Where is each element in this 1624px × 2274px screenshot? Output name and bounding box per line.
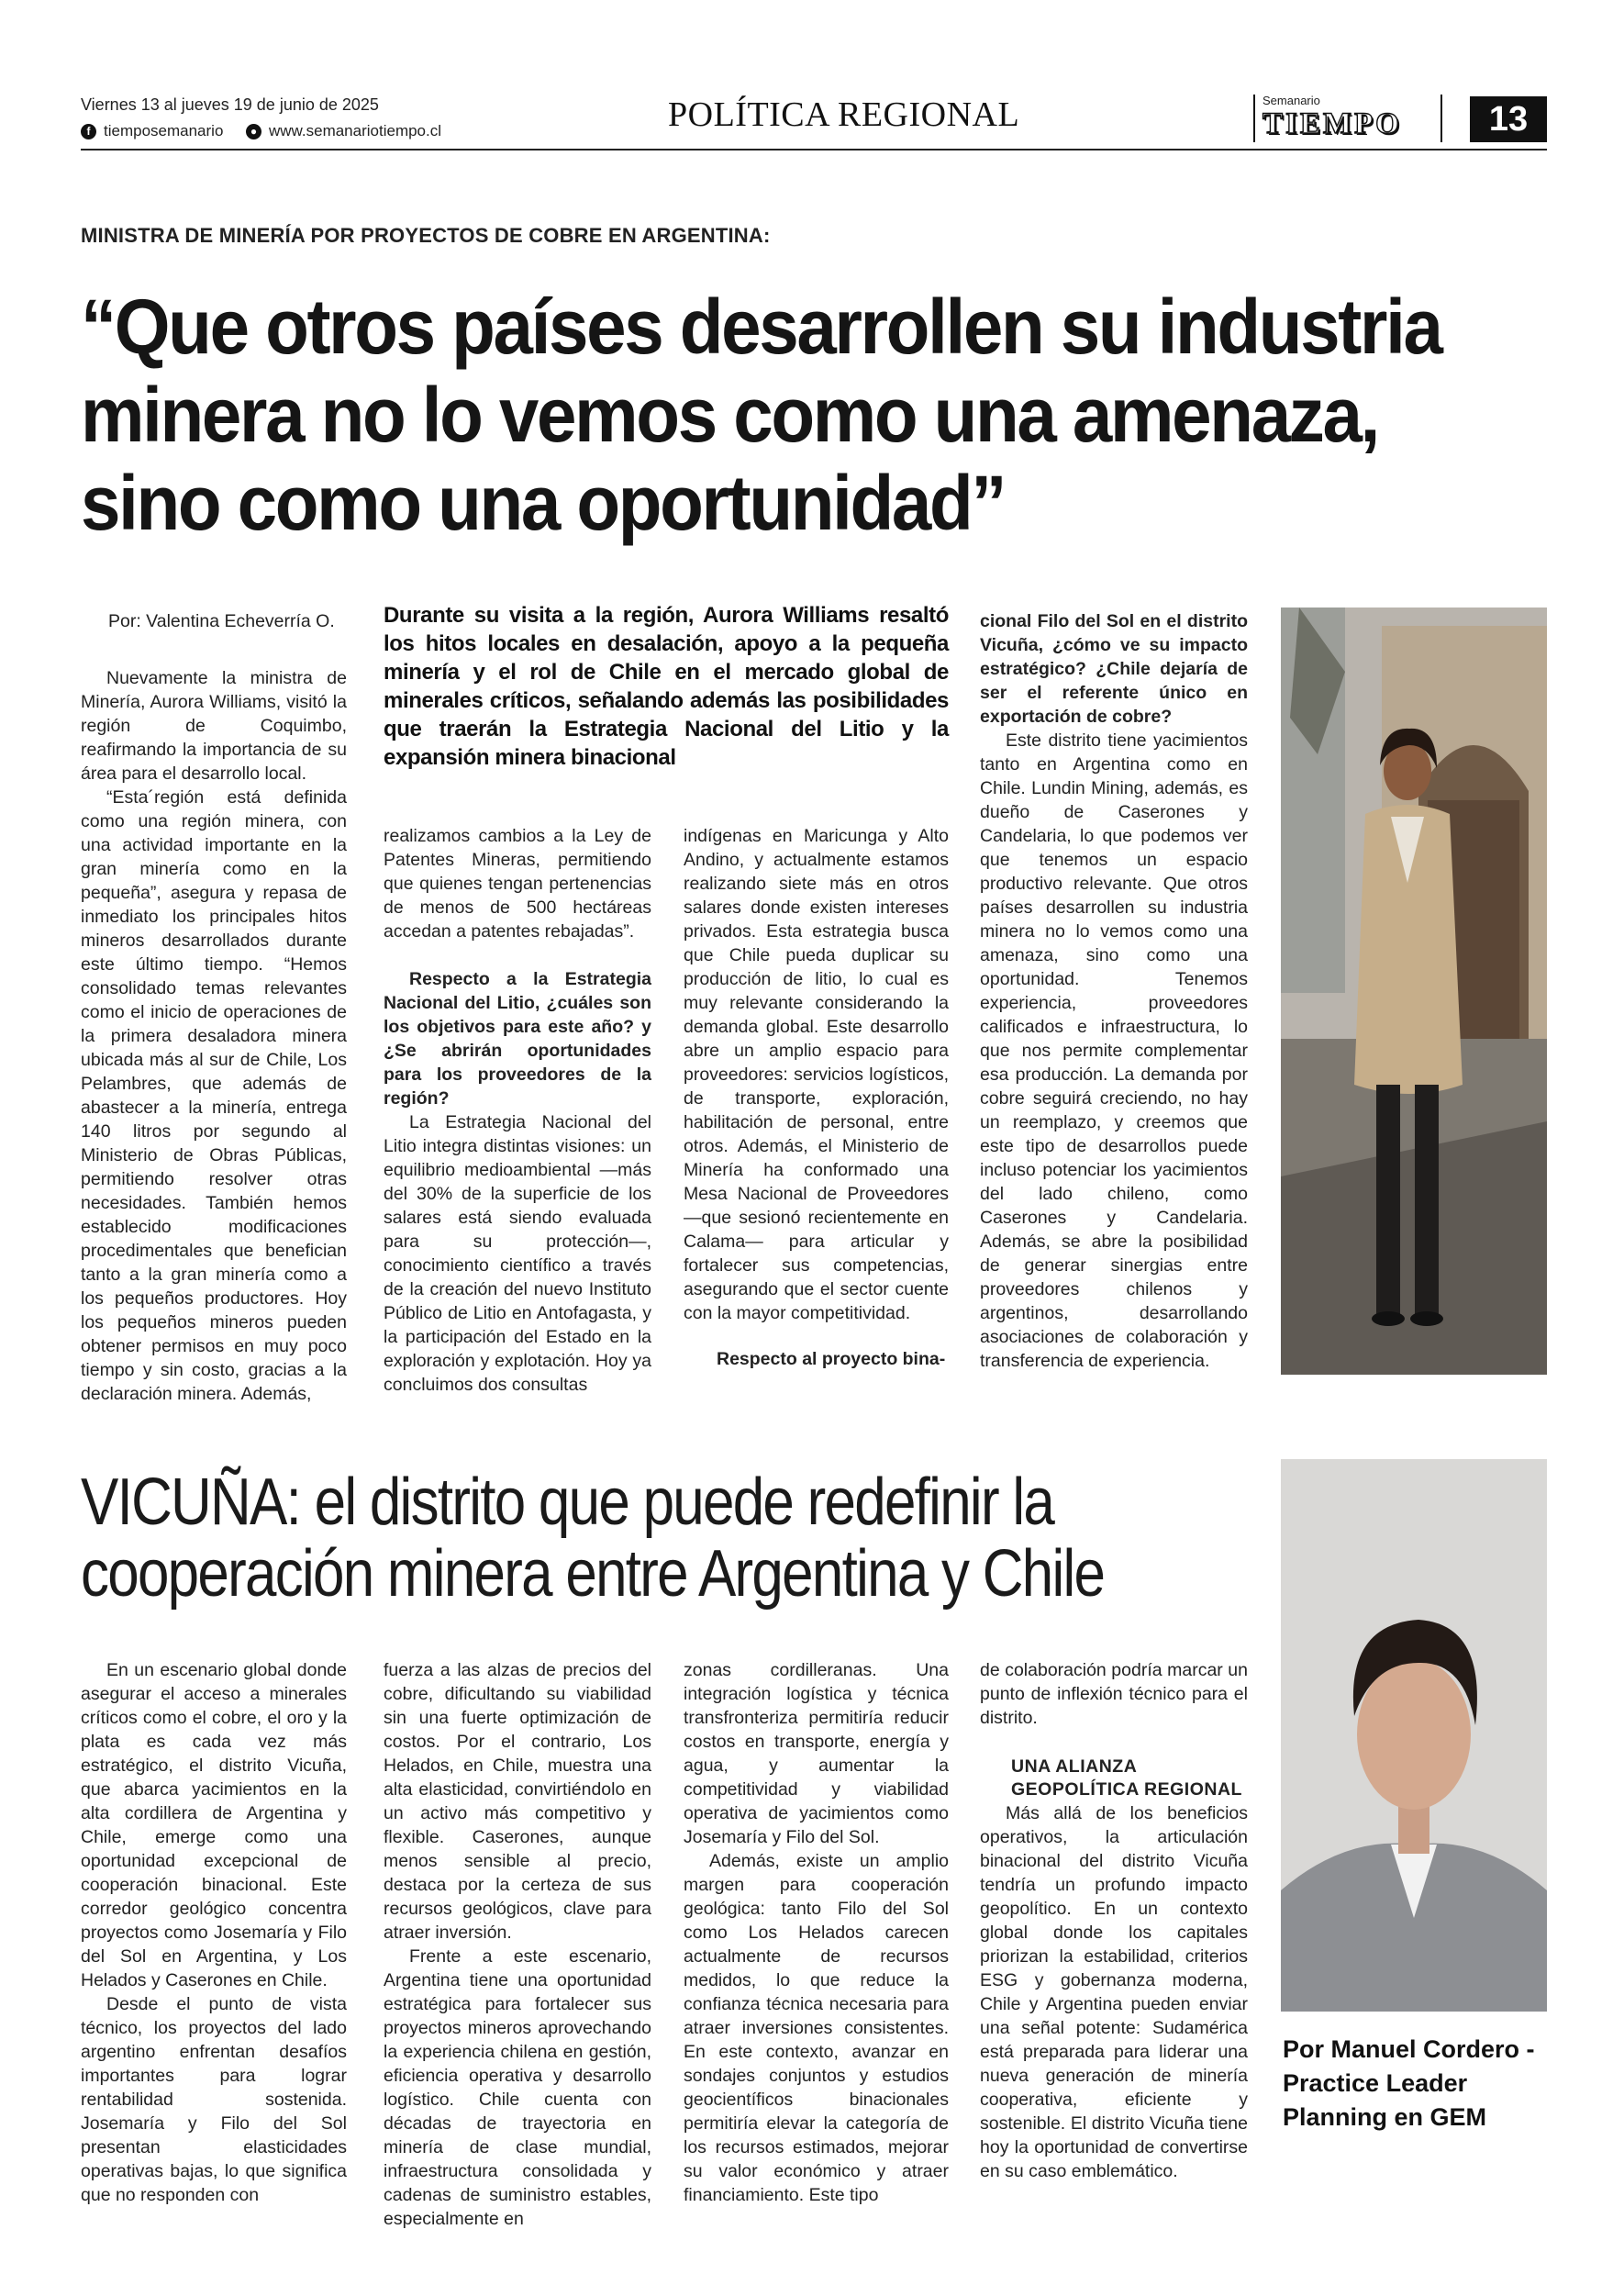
section-title: POLÍTICA REGIONAL [668,95,1020,134]
website-link[interactable] [246,122,441,140]
masthead-logo-main: TIEMPO [1262,107,1402,140]
article-headline [81,283,1441,547]
article2-column-3 [684,1658,949,2207]
byline: Por: Valentina Echeverría O. [108,611,335,631]
headline-line-3: sino como una oportunidad” [81,460,1006,546]
article1-question-1: Respecto a la Estrategia Nacional del Litio, ¿cuáles son los objetivos para este año? y ¿Se abrirán oportunidades para los proveedores de la región? [384,969,651,1109]
article2-column-4 [980,1658,1248,2183]
article2-col2-paragraph-2: Frente a este escenario, Argentina tiene una oportunidad estratégica para fortalecer sus proyectos mineros aprovechando la experiencia chilena en gestión, eficiencia operativa y desarrollo logístico. Chile cuenta con décadas de trayectoria en minería de clase mundial, infraestructura consolidada y cadenas de suministro estables, especialmente en [384,1946,651,2229]
masthead-logo-small: Semanario [1262,94,1320,107]
article1-col3-paragraph-1: indígenas en Maricunga y Alto Andino, y actualmente estamos realizando siete más en otros salares donde existen intereses privados. Esta estrategia busca que Chile pueda duplicar su producción de litio, lo cual es muy relevante considerando la demanda global. Este desarrollo abre un amplio espacio para proveedores: servicios logísticos, de transporte, exploración, habilitación de personal, entre otros. Además, el Ministerio de Minería ha conformado una Mesa Nacional de Proveedores —que sesionó recientemente en Calama— para articular y fortalecer sus competencias, asegurando que el sector cuente con la mayor competitividad. [684,826,949,1323]
article2-title-line-1: VICUÑA: el distrito que puede redefinir la [81,1466,1054,1539]
facebook-icon: f [81,124,96,139]
page-number: 13 [1470,96,1547,142]
author-photo-drawing [1281,1459,1547,2012]
article2-paragraph-2: Desde el punto de vista técnico, los proyectos del lado argentino enfrentan desafíos importantes para lograr rentabilidad sostenida. Josemaría y Filo del Sol presentan elasticidades operativas bajas, lo que significa que no responden con [81,1994,347,2205]
article1-question-2-start: Respecto al proyecto bina- [717,1349,946,1369]
article1-column-4 [980,609,1248,1373]
masthead-logo [1253,95,1442,142]
headline-line-2: minera no lo vemos como una amenaza, [81,372,1379,458]
facebook-handle[interactable] [81,122,223,140]
article1-col4-paragraph: Este distrito tiene yacimientos tanto en Argentina como en Chile. Lundin Mining, además, es dueño de Caserones y Candelaria, lo que podemos ver que tenemos un espacio productivo relevante. Que otros países desarrollen su industria minera no lo vemos como una amenaza, sino como una oportunidad. Tenemos experiencia, proveedores calificados e infraestructura, lo que nos permite complementar esa producción. La demanda por cobre seguirá creciendo, no hay un reemplazo, y creemos que este tipo de desarrollos puede incluso potenciar los yacimientos del lado chileno, como Caserones y Candelaria. Además, se abre la posibilidad de generar sinergias entre proveedores chilenos y argentinos, desarrollando asociaciones de colaboración y transferencia de experiencia. [980,730,1248,1371]
article2-column-2 [384,1658,651,2231]
article2-subhead: UNA ALIANZA GEOPOLÍTICA REGIONAL [1011,1756,1242,1800]
article2-col2-paragraph-1: fuerza a las alzas de precios del cobre, dificultando su viabilidad sin una fuerte optimización de costos. Por el contrario, Los Helados, en Chile, muestra una alta elasticidad, convirtiéndolo en un activo más competitivo y flexible. Caserones, aunque menos sensible al precio, destaca por la certeza de sus recursos geológicos, clave para atraer inversión. [384,1660,651,1943]
website-text: www.semanariotiempo.cl [269,122,442,139]
article2-title [81,1466,1104,1610]
header-rule [81,149,1547,150]
article2-col4-paragraph-1: de colaboración podría marcar un punto de inflexión técnico para el distrito. [980,1660,1248,1728]
author-caption: Por Manuel Cordero - Practice Leader Planning en GEM [1283,2035,1535,2131]
article2-title-line-2: cooperación minera entre Argentina y Chile [81,1537,1105,1611]
facebook-handle-text: tiemposemanario [104,122,224,139]
article1-col2-paragraph-2: La Estrategia Nacional del Litio integra distintas visiones: un equilibrio medioambiental —más del 30% de la superficie de los salares está siendo evaluada para su protección—, conocimiento científico a través de la creación del nuevo Instituto Público de Litio en Antofagasta, y la participación del Estado en la exploración y explotación. Hoy ya concluimos dos consultas [384,1112,651,1395]
article2-column-1 [81,1658,347,2207]
minister-photo [1281,608,1547,1375]
article2-col3-paragraph-2: Además, existe un amplio margen para cooperación geológica: tanto Filo del Sol como Los Helados carecen actualmente de recursos medidos, lo que reduce la confianza técnica necesaria para atraer inversiones consistentes. En este contexto, avanzar en sondajes conjuntos y estudios geocientíficos binacionales permitiría elevar la categoría de los recursos estimados, mejorar su valor económico y atraer financiamiento. Este tipo [684,1851,949,2205]
article-kicker: MINISTRA DE MINERÍA POR PROYECTOS DE COBRE EN ARGENTINA: [81,224,771,247]
article2-paragraph-1: En un escenario global donde asegurar el acceso a minerales críticos como el cobre, el oro y la plata es cada vez más estratégico, el distrito Vicuña, que abarca yacimientos en la alta cordillera de Argentina y Chile, emerge como una oportunidad excepcional de cooperación binacional. Este corredor geológico concentra proyectos como Josemaría y Filo del Sol en Argentina, y Los Helados y Caserones en Chile. [81,1660,347,1990]
article1-paragraph-1: Nuevamente la ministra de Minería, Aurora Williams, visitó la región de Coquimbo, reafirmando la importancia de su área para el desarrollo local. [81,668,347,784]
minister-photo-drawing [1281,608,1547,1375]
globe-icon: ● [246,124,261,139]
article1-paragraph-2: “Esta´región está definida como una región minera, con una actividad importante en la gran minería como en la pequeña”, asegura y repasa de inmediato los principales hitos mineros desarrollados durante este último tiempo. “Hemos consolidado temas relevantes como el inicio de operaciones de la primera desaladora minera ubicada más al sur de Chile, Los Pelambres, que además de abastecer a la minería, entrega 140 litros por segundo al Ministerio de Obras Públicas, permitiendo resolver otras necesidades. También hemos establecido modificaciones procedimentales que benefician tanto a la gran minería como a los pequeños productores. Hoy los pequeños mineros pueden obtener permisos en muy poco tiempo y sin costo, gracias a la declaración minera. Además, [81,787,347,1404]
article1-column-3 [684,824,949,1371]
article1-column-2 [384,824,651,1397]
author-photo [1281,1459,1547,2012]
article1-lead: Durante su visita a la región, Aurora Williams resaltó los hitos locales en desalación, apoyo a la pequeña minería y el rol de Chile en el mercado global de minerales críticos, señalando además las posibilidades que traerán la Estrategia Nacional del Litio y la expansión minera binacional [384,603,949,770]
article1-col2-paragraph-1: realizamos cambios a la Ley de Patentes Mineras, permitiendo que quienes tengan pertenencias de menos de 500 hectáreas accedan a patentes rebajadas”. [384,826,651,942]
headline-line-1: “Que otros países desarrollen su industria [81,284,1441,370]
article1-column-1 [81,609,347,1406]
article2-col4-paragraph-2: Más allá de los beneficios operativos, la articulación binacional del distrito Vicuña tendría un profundo impacto geopolítico. En un contexto global donde los capitales priorizan la estabilidad, criterios ESG y gobernanza moderna, Chile y Argentina pueden enviar una señal potente: Sudamérica está preparada para liderar una nueva generación de minería cooperativa, eficiente y sostenible. El distrito Vicuña tiene hoy la oportunidad de convertirse en su caso emblemático. [980,1803,1248,2181]
article2-col3-paragraph-1: zonas cordilleranas. Una integración logística y técnica transfronteriza permitiría reducir costos en transporte, energía y agua, y aumentar la competitividad y viabilidad operativa de yacimientos como Josemaría y Filo del Sol. [684,1660,949,1847]
issue-date: Viernes 13 al jueves 19 de junio de 2025 [81,95,379,114]
article1-question-2-end: cional Filo del Sol en el distrito Vicuña, ¿cómo ve su impacto estratégico? ¿Chile dejaría de ser el referente único en exportación de cobre? [980,611,1248,727]
